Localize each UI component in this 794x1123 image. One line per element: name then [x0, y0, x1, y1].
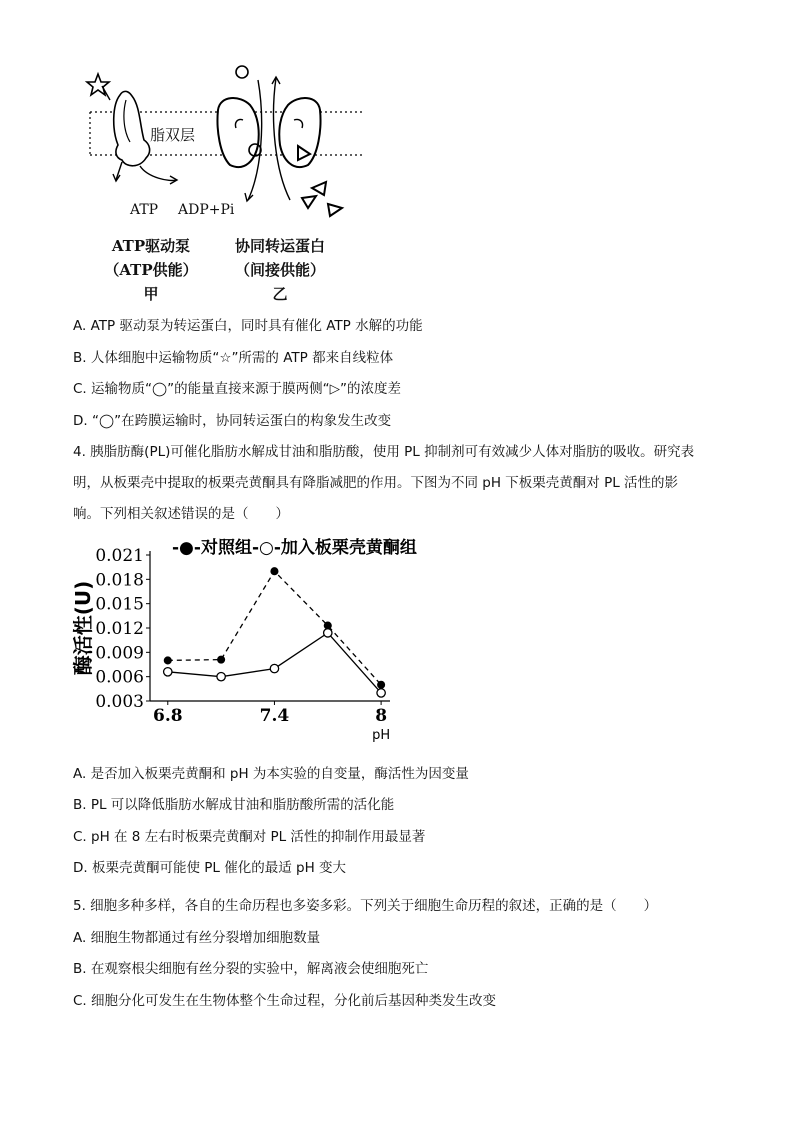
q4-option-b: B. PL 可以降低脂肪水解成甘油和脂肪酸所需的活化能: [73, 797, 395, 813]
cotransporter-name: 协同转运蛋白: [234, 237, 325, 255]
data-point-加入板栗壳黄酮组: [270, 664, 278, 672]
triangle-icon-3: [328, 204, 342, 216]
atp-label: ATP: [130, 202, 159, 218]
data-point-加入板栗壳黄酮组: [377, 689, 385, 697]
x-axis-label: pH: [372, 728, 391, 743]
triangle-icon-1: [312, 182, 326, 195]
y-tick-label: 0.018: [95, 570, 144, 591]
q4-option-d: D. 板栗壳黄酮可能使 PL 催化的最适 pH 变大: [73, 860, 347, 876]
q4-stem-line-2: 明，从板栗壳中提取的板栗壳黄酮具有降脂减肥的作用。下图为不同 pH 下板栗壳黄酮对 PL 活性的影: [73, 475, 679, 491]
q5-option-c: C. 细胞分化可发生在生物体整个生命过程，分化前后基因种类发生改变: [73, 993, 497, 1009]
legend-treatment: -○-加入板栗壳黄酮组: [251, 538, 417, 558]
membrane-label: 脂双层: [150, 126, 196, 144]
data-point-对照组: [271, 568, 278, 575]
legend-control: -●-对照组: [172, 538, 252, 558]
q5-stem: 5. 细胞多种多样，各自的生命历程也多姿多彩。下列关于细胞生命历程的叙述，正确的是（ ）: [73, 898, 658, 914]
y-tick-label: 0.009: [95, 643, 144, 664]
q3-option-b: B. 人体细胞中运输物质“☆”所需的 ATP 都来自线粒体: [73, 350, 394, 366]
y-tick-label: 0.006: [95, 667, 144, 688]
q4-stem-line-3: 响。下列相关叙述错误的是（ ）: [73, 506, 289, 522]
data-point-加入板栗壳黄酮组: [164, 668, 172, 676]
data-point-对照组: [324, 622, 331, 629]
pump-arrow-atp: [140, 166, 176, 180]
data-point-加入板栗壳黄酮组: [324, 629, 332, 637]
pump-tag: 甲: [143, 285, 159, 303]
pump-name: ATP驱动泵: [111, 237, 191, 255]
pump-supply: （ATP供能）: [104, 261, 198, 279]
cotransporter-left-lobe: [218, 98, 259, 167]
y-tick-label: 0.003: [95, 692, 144, 712]
q5-option-b: B. 在观察根尖细胞有丝分裂的实验中，解离液会使细胞死亡: [73, 961, 429, 977]
data-point-对照组: [218, 656, 225, 663]
adp-label: ADP+Pi: [178, 202, 235, 218]
q3-option-a: A. ATP 驱动泵为转运蛋白，同时具有催化 ATP 水解的功能: [73, 318, 423, 334]
cotransporter-tag: 乙: [272, 285, 288, 303]
q3-option-c: C. 运输物质“◯”的能量直接来源于膜两侧“▷”的浓度差: [73, 381, 401, 397]
x-tick-label: 8: [375, 706, 388, 726]
series-line-加入板栗壳黄酮组: [168, 633, 381, 693]
cotransporter-right-lobe: [279, 98, 320, 167]
q3-option-d: D. “◯”在跨膜运输时，协同转运蛋白的构象发生改变: [73, 413, 392, 429]
transport-diagram: [80, 60, 380, 310]
legend: [172, 537, 417, 558]
atp-pump-protein: [114, 91, 150, 165]
data-point-对照组: [164, 657, 171, 664]
cotransporter-supply: （间接供能）: [234, 261, 325, 279]
enzyme-activity-chart: [70, 535, 470, 745]
membrane-transport-figure: [80, 60, 380, 220]
triangle-icon-2: [302, 196, 316, 208]
x-tick-label: 6.8: [152, 706, 183, 726]
circle-molecule-icon: [236, 66, 248, 78]
y-tick-label: 0.021: [95, 546, 144, 566]
q4-option-c: C. pH 在 8 左右时板栗壳黄酮对 PL 活性的抑制作用最显著: [73, 829, 426, 845]
y-axis-label: 酶活性(U): [71, 580, 95, 676]
q4-stem-line-1: 4. 胰脂肪酶(PL)可催化脂肪水解成甘油和脂肪酸，使用 PL 抑制剂可有效减少人体对脂肪的吸收。研究表: [73, 444, 695, 460]
data-point-对照组: [378, 681, 385, 688]
data-point-加入板栗壳黄酮组: [217, 672, 225, 680]
y-tick-label: 0.015: [95, 594, 144, 615]
y-tick-label: 0.012: [95, 619, 144, 639]
q4-option-a: A. 是否加入板栗壳黄酮和 pH 为本实验的自变量，酶活性为因变量: [73, 766, 469, 782]
x-tick-label: 7.4: [259, 706, 290, 726]
chart-svg: [70, 535, 470, 745]
q5-option-a: A. 细胞生物都通过有丝分裂增加细胞数量: [73, 930, 321, 946]
